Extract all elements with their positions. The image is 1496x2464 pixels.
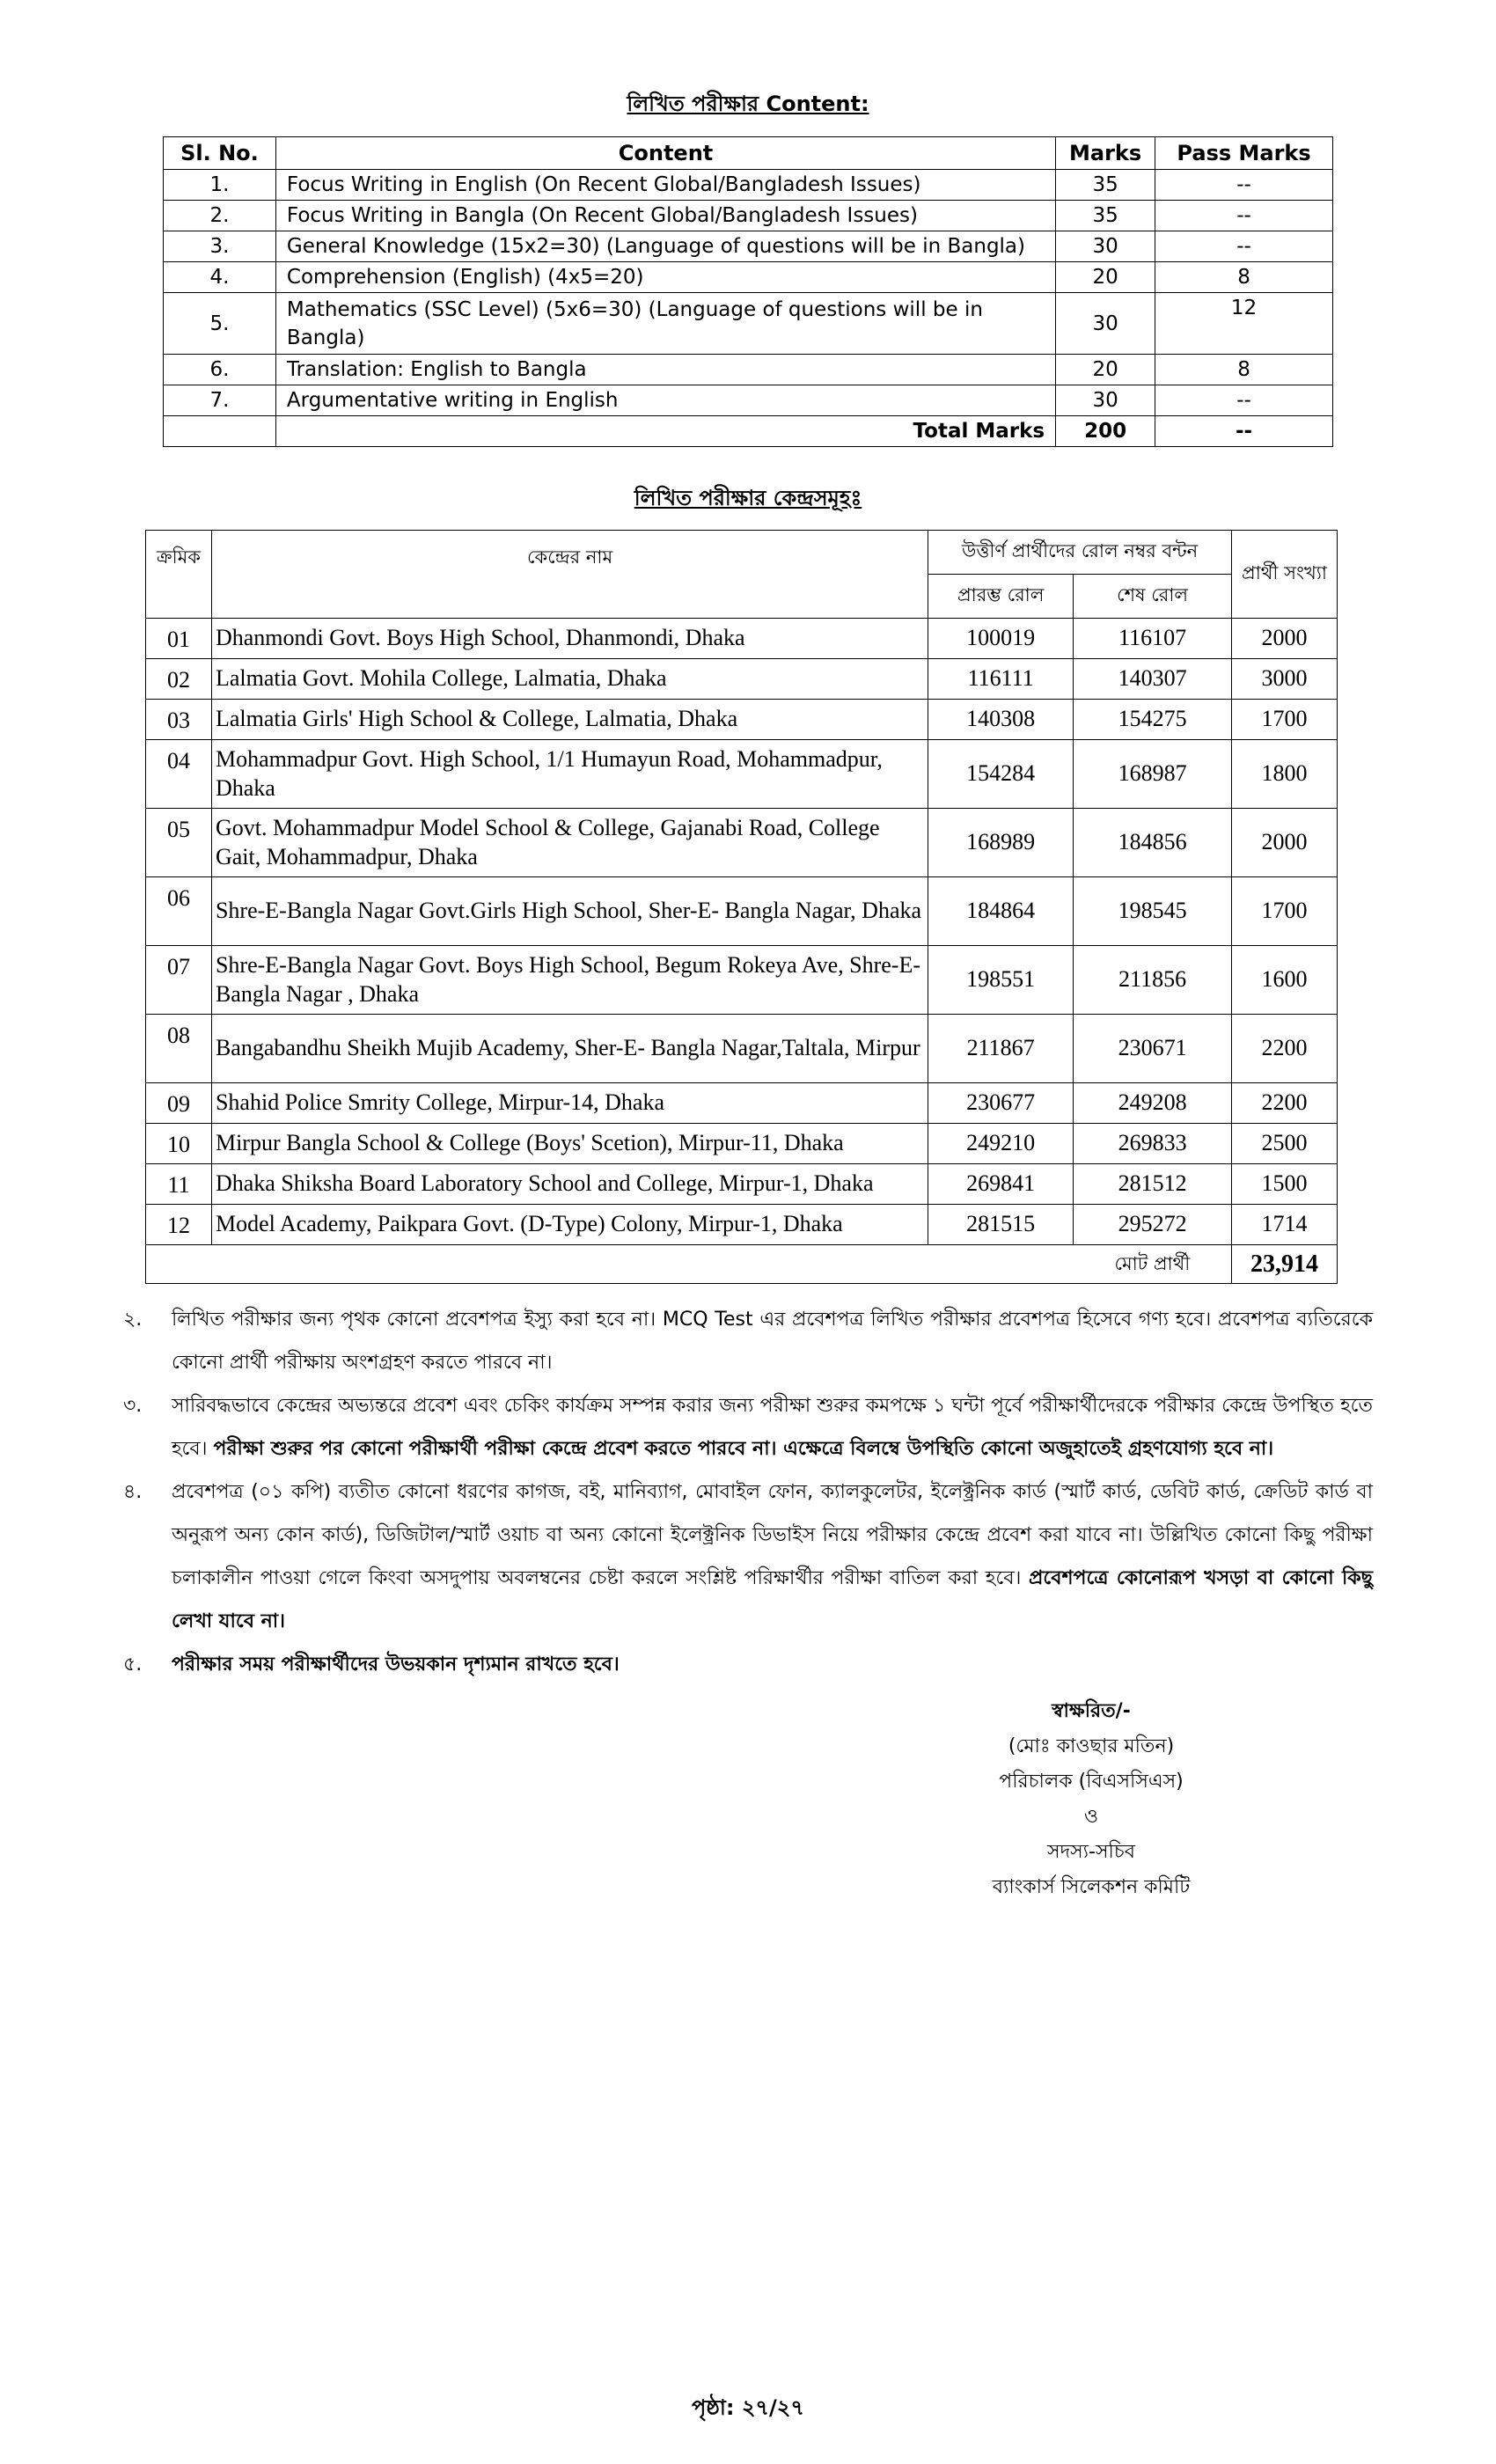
signature-block <box>950 1694 1232 1905</box>
row-candidate-count: 1600 <box>1232 946 1338 1015</box>
header-center-name: কেন্দ্রের নাম <box>211 531 928 619</box>
row-center-name: Lalmatia Girls' High School & College, Lalmatia, Dhaka <box>211 700 928 740</box>
written-content-table <box>163 136 1333 447</box>
instruction-number: ৪. <box>123 1481 143 1503</box>
row-pass-marks: 8 <box>1155 355 1333 385</box>
row-content: Translation: English to Bangla <box>275 355 1055 385</box>
table-row <box>146 740 1338 809</box>
signatory-committee: ব্যাংকার্স সিলেকশন কমিটি <box>992 1876 1191 1898</box>
row-end-roll: 140307 <box>1074 659 1232 700</box>
header-pass-marks: Pass Marks <box>1155 137 1333 170</box>
row-serial: 09 <box>146 1083 212 1124</box>
header-sl-no: Sl. No. <box>164 137 276 170</box>
row-serial: 11 <box>146 1164 212 1205</box>
row-content: Mathematics (SSC Level) (5x6=30) (Language of questions will be in Bangla) <box>275 293 1055 355</box>
row-start-roll: 230677 <box>928 1083 1074 1124</box>
instruction-number: ৩. <box>123 1395 143 1417</box>
row-content: Focus Writing in Bangla (On Recent Global/Bangladesh Issues) <box>275 201 1055 231</box>
total-pass-marks: -- <box>1155 416 1333 447</box>
page-number: পৃষ্ঠা: ২৭/২৭ <box>691 2395 805 2420</box>
row-serial: 10 <box>146 1124 212 1164</box>
row-center-name: Dhaka Shiksha Board Laboratory School and College, Mirpur-1, Dhaka <box>211 1164 928 1205</box>
total-row <box>146 1245 1338 1284</box>
header-roll-distribution: উত্তীর্ণ প্রার্থীদের রোল নম্বর বন্টন <box>928 531 1232 575</box>
row-content: Argumentative writing in English <box>275 385 1055 416</box>
row-pass-marks: -- <box>1155 170 1333 201</box>
table-row <box>164 262 1333 293</box>
total-marks-value: 200 <box>1056 416 1155 447</box>
table-row <box>146 809 1338 877</box>
row-end-roll: 230671 <box>1074 1015 1232 1083</box>
row-start-roll: 281515 <box>928 1205 1074 1245</box>
row-center-name: Bangabandhu Sheikh Mujib Academy, Sher-E- Bangla Nagar,Taltala, Mirpur <box>211 1015 928 1083</box>
row-marks: 30 <box>1056 231 1155 262</box>
row-content: Comprehension (English) (4x5=20) <box>275 262 1055 293</box>
total-marks-label: Total Marks <box>275 416 1055 447</box>
row-sl: 6. <box>164 355 276 385</box>
signatory-designation: পরিচালক (বিএসসিএস) <box>999 1771 1184 1793</box>
row-pass-marks: -- <box>1155 231 1333 262</box>
row-candidate-count: 1800 <box>1232 740 1338 809</box>
row-end-roll: 154275 <box>1074 700 1232 740</box>
row-center-name: Mohammadpur Govt. High School, 1/1 Humayun Road, Mohammadpur, Dhaka <box>211 740 928 809</box>
row-serial: 05 <box>146 809 212 877</box>
row-candidate-count: 2500 <box>1232 1124 1338 1164</box>
row-start-roll: 116111 <box>928 659 1074 700</box>
row-center-name: Mirpur Bangla School & College (Boys' Scetion), Mirpur-11, Dhaka <box>211 1124 928 1164</box>
row-candidate-count: 2000 <box>1232 809 1338 877</box>
row-end-roll: 269833 <box>1074 1124 1232 1164</box>
row-start-roll: 100019 <box>928 619 1074 659</box>
instruction-item <box>123 1643 1373 1686</box>
row-center-name: Dhanmondi Govt. Boys High School, Dhanmondi, Dhaka <box>211 619 928 659</box>
row-sl: 5. <box>164 293 276 355</box>
table-row <box>146 619 1338 659</box>
signatory-role: সদস্য-সচিব <box>1047 1841 1135 1863</box>
instruction-number: ২. <box>123 1309 143 1331</box>
header-marks: Marks <box>1056 137 1155 170</box>
table-row <box>146 946 1338 1015</box>
row-serial: 04 <box>146 740 212 809</box>
row-content: Focus Writing in English (On Recent Global/Bangladesh Issues) <box>275 170 1055 201</box>
row-serial: 08 <box>146 1015 212 1083</box>
row-marks: 20 <box>1056 262 1155 293</box>
instruction-text: সারিবদ্ধভাবে কেন্দ্রের অভ্যন্তরে প্রবেশ এবং চেকিং কার্যক্রম সম্পন্ন করার জন্য পরীক্ষা শুরুর কমপক্ষে ১ ঘন্টা পূর্বে পরীক্ষার্থীদেরকে পরীক্ষার কেন্দ্রে উপস্থিত হতে হবে। <box>172 1395 1373 1460</box>
header-start-roll: প্রারম্ভ রোল <box>928 575 1074 619</box>
header-content: Content <box>275 137 1055 170</box>
total-candidates-value: 23,914 <box>1232 1245 1338 1284</box>
table-row <box>146 1015 1338 1083</box>
centers-table-title: লিখিত পরীক্ষার কেন্দ্রসমূহঃ <box>634 486 862 510</box>
table-row <box>164 385 1333 416</box>
row-candidate-count: 1700 <box>1232 700 1338 740</box>
table-row <box>164 201 1333 231</box>
row-content: General Knowledge (15x2=30) (Language of questions will be in Bangla) <box>275 231 1055 262</box>
row-candidate-count: 2200 <box>1232 1015 1338 1083</box>
signatory-conjunction: ও <box>1083 1806 1099 1828</box>
row-candidate-count: 1714 <box>1232 1205 1338 1245</box>
row-serial: 12 <box>146 1205 212 1245</box>
row-center-name: Shahid Police Smrity College, Mirpur-14, Dhaka <box>211 1083 928 1124</box>
row-end-roll: 184856 <box>1074 809 1232 877</box>
row-start-roll: 198551 <box>928 946 1074 1015</box>
content-table-title: লিখিত পরীক্ষার Content: <box>627 92 869 116</box>
row-sl: 1. <box>164 170 276 201</box>
table-row <box>146 877 1338 946</box>
table-row <box>146 700 1338 740</box>
row-serial: 07 <box>146 946 212 1015</box>
row-pass-marks: -- <box>1155 385 1333 416</box>
header-end-roll: শেষ রোল <box>1074 575 1232 619</box>
row-end-roll: 211856 <box>1074 946 1232 1015</box>
row-start-roll: 184864 <box>928 877 1074 946</box>
row-start-roll: 168989 <box>928 809 1074 877</box>
signed-label: স্বাক্ষরিত/- <box>1052 1700 1131 1722</box>
row-serial: 01 <box>146 619 212 659</box>
instruction-item <box>123 1384 1373 1470</box>
row-pass-marks: -- <box>1155 201 1333 231</box>
instruction-bold-text: পরীক্ষা শুরুর পর কোনো পরীক্ষার্থী পরীক্ষা কেন্দ্রে প্রবেশ করতে পারবে না। এক্ষেত্রে বিলম্বে উপস্থিতি কোনো অজুহাতেই গ্রহণযোগ্য হবে না। <box>213 1438 1274 1460</box>
instruction-item <box>123 1470 1373 1643</box>
row-pass-marks: 12 <box>1155 293 1333 355</box>
exam-centers-table <box>145 530 1338 1284</box>
row-sl: 2. <box>164 201 276 231</box>
row-candidate-count: 3000 <box>1232 659 1338 700</box>
row-center-name: Govt. Mohammadpur Model School & College, Gajanabi Road, College Gait, Mohammadpur, Dhaka <box>211 809 928 877</box>
row-center-name: Shre-E-Bangla Nagar Govt.Girls High School, Sher-E- Bangla Nagar, Dhaka <box>211 877 928 946</box>
row-marks: 30 <box>1056 385 1155 416</box>
table-row <box>164 293 1333 355</box>
row-center-name: Lalmatia Govt. Mohila College, Lalmatia, Dhaka <box>211 659 928 700</box>
row-end-roll: 116107 <box>1074 619 1232 659</box>
row-candidate-count: 2000 <box>1232 619 1338 659</box>
table-row <box>146 1124 1338 1164</box>
instruction-number: ৫. <box>123 1654 143 1676</box>
header-candidate-count: প্রার্থী সংখ্যা <box>1232 531 1338 619</box>
row-pass-marks: 8 <box>1155 262 1333 293</box>
row-marks: 35 <box>1056 170 1155 201</box>
row-candidate-count: 1700 <box>1232 877 1338 946</box>
row-marks: 30 <box>1056 293 1155 355</box>
instructions-list <box>123 1298 1373 1686</box>
row-start-roll: 154284 <box>928 740 1074 809</box>
row-end-roll: 295272 <box>1074 1205 1232 1245</box>
table-row <box>164 231 1333 262</box>
table-row <box>164 170 1333 201</box>
row-candidate-count: 1500 <box>1232 1164 1338 1205</box>
instruction-item <box>123 1298 1373 1384</box>
instruction-bold-text: পরীক্ষার সময় পরীক্ষার্থীদের উভয়কান দৃশ্যমান রাখতে হবে। <box>172 1654 620 1676</box>
instruction-text: লিখিত পরীক্ষার জন্য পৃথক কোনো প্রবেশপত্র ইস্যু করা হবে না। MCQ Test এর প্রবেশপত্র লিখিত পরীক্ষার প্রবেশপত্র হিসেবে গণ্য হবে। প্রবেশপত্র ব্যতিরেকে কোনো প্রার্থী পরীক্ষায় অংশগ্রহণ করতে পারবে না। <box>172 1309 1373 1374</box>
table-row <box>146 1083 1338 1124</box>
row-center-name: Model Academy, Paikpara Govt. (D-Type) Colony, Mirpur-1, Dhaka <box>211 1205 928 1245</box>
instruction-text: প্রবেশপত্র (০১ কপি) ব্যতীত কোনো ধরণের কাগজ, বই, মানিব্যাগ, মোবাইল ফোন, ক্যালকুলেটর, ইলেক্ট্রনিক কার্ড (স্মার্ট কার্ড, ডেবিট কার্ড, ক্রেডিট কার্ড বা অনুরূপ অন্য কোন কার্ড), ডিজিটাল/স্মার্ট ওয়াচ বা অন্য কোনো ইলেক্ট্রনিক ডিভাইস নিয়ে পরীক্ষার কেন্দ্রে প্রবেশ করা যাবে না। উল্লিখিত কোনো কিছু পরীক্ষা চলাকালীন পাওয়া গেলে কিংবা অসদুপায় অবলম্বনের চেষ্টা করলে সংশ্লিষ্ট পরিক্ষার্থীর পরীক্ষা বাতিল করা হবে। <box>172 1481 1373 1589</box>
table-row <box>146 1164 1338 1205</box>
table-header-row <box>146 531 1338 575</box>
row-start-roll: 249210 <box>928 1124 1074 1164</box>
row-candidate-count: 2200 <box>1232 1083 1338 1124</box>
row-end-roll: 168987 <box>1074 740 1232 809</box>
row-end-roll: 198545 <box>1074 877 1232 946</box>
row-marks: 35 <box>1056 201 1155 231</box>
total-candidates-label: মোট প্রার্থী <box>1074 1245 1232 1284</box>
row-serial: 06 <box>146 877 212 946</box>
row-center-name: Shre-E-Bangla Nagar Govt. Boys High School, Begum Rokeya Ave, Shre-E- Bangla Nagar , Dhaka <box>211 946 928 1015</box>
row-start-roll: 140308 <box>928 700 1074 740</box>
table-row <box>146 659 1338 700</box>
row-sl: 3. <box>164 231 276 262</box>
row-end-roll: 281512 <box>1074 1164 1232 1205</box>
signatory-name: (মোঃ কাওছার মতিন) <box>1008 1735 1175 1757</box>
row-start-roll: 211867 <box>928 1015 1074 1083</box>
row-sl: 4. <box>164 262 276 293</box>
total-row <box>164 416 1333 447</box>
row-start-roll: 269841 <box>928 1164 1074 1205</box>
table-header-row <box>164 137 1333 170</box>
row-sl: 7. <box>164 385 276 416</box>
table-row <box>164 355 1333 385</box>
instruction-bold-text: প্রবেশপত্রে কোনোরূপ খসড়া বা কোনো কিছু লেখা যাবে না। <box>172 1567 1373 1632</box>
row-serial: 03 <box>146 700 212 740</box>
row-end-roll: 249208 <box>1074 1083 1232 1124</box>
header-serial: ক্রমিক <box>146 531 212 619</box>
row-marks: 20 <box>1056 355 1155 385</box>
row-serial: 02 <box>146 659 212 700</box>
table-row <box>146 1205 1338 1245</box>
